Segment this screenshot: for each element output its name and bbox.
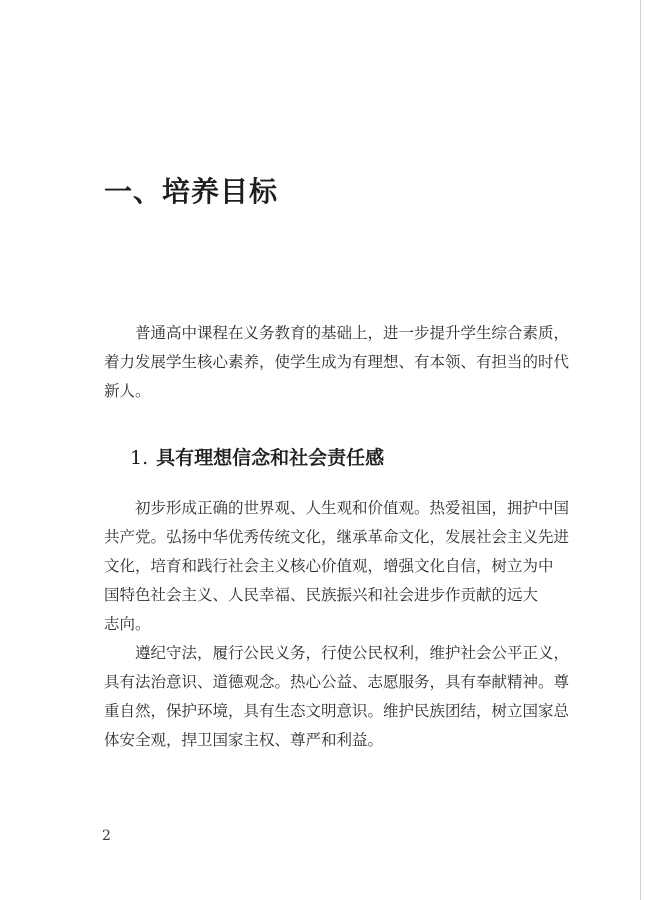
intro-line: 新人。 [104,382,151,400]
section-heading-text: 具有理想信念和社会责任感 [156,447,385,469]
intro-paragraph [104,319,570,406]
paragraph2-line: 体安全观，捍卫国家主权、尊严和利益。 [104,731,384,749]
paragraph2-line: 具有法治意识、道德观念。热心公益、志愿服务，具有奉献精神。尊 [104,673,570,691]
paragraph1-line: 共产党。弘扬中华优秀传统文化，继承革命文化，发展社会主义先进 [104,528,570,546]
paragraph1-line: 文化，培育和践行社会主义核心价值观，增强文化自信，树立为中 [104,557,554,575]
page-number: 2 [102,828,111,844]
paragraph1-line: 国特色社会主义、人民幸福、民族振兴和社会进步作贡献的远大 [104,586,539,604]
section-number: 1. [130,447,149,469]
section-body [104,494,570,755]
chapter-title: 一、培养目标 [104,175,279,208]
paragraph2-line: 遵纪守法，履行公民义务，行使公民权利，维护社会公平正义， [135,644,570,662]
section-heading [130,443,384,470]
paragraph1-line: 志向。 [104,615,151,633]
intro-line: 普通高中课程在义务教育的基础上，进一步提升学生综合素质， [135,324,570,342]
paragraph2-line: 重自然，保护环境，具有生态文明意识。维护民族团结，树立国家总 [104,702,570,720]
intro-line: 着力发展学生核心素养，使学生成为有理想、有本领、有担当的时代 [104,353,570,371]
page-edge-line [640,0,641,900]
paragraph1-line: 初步形成正确的世界观、人生观和价值观。热爱祖国，拥护中国 [135,499,570,517]
